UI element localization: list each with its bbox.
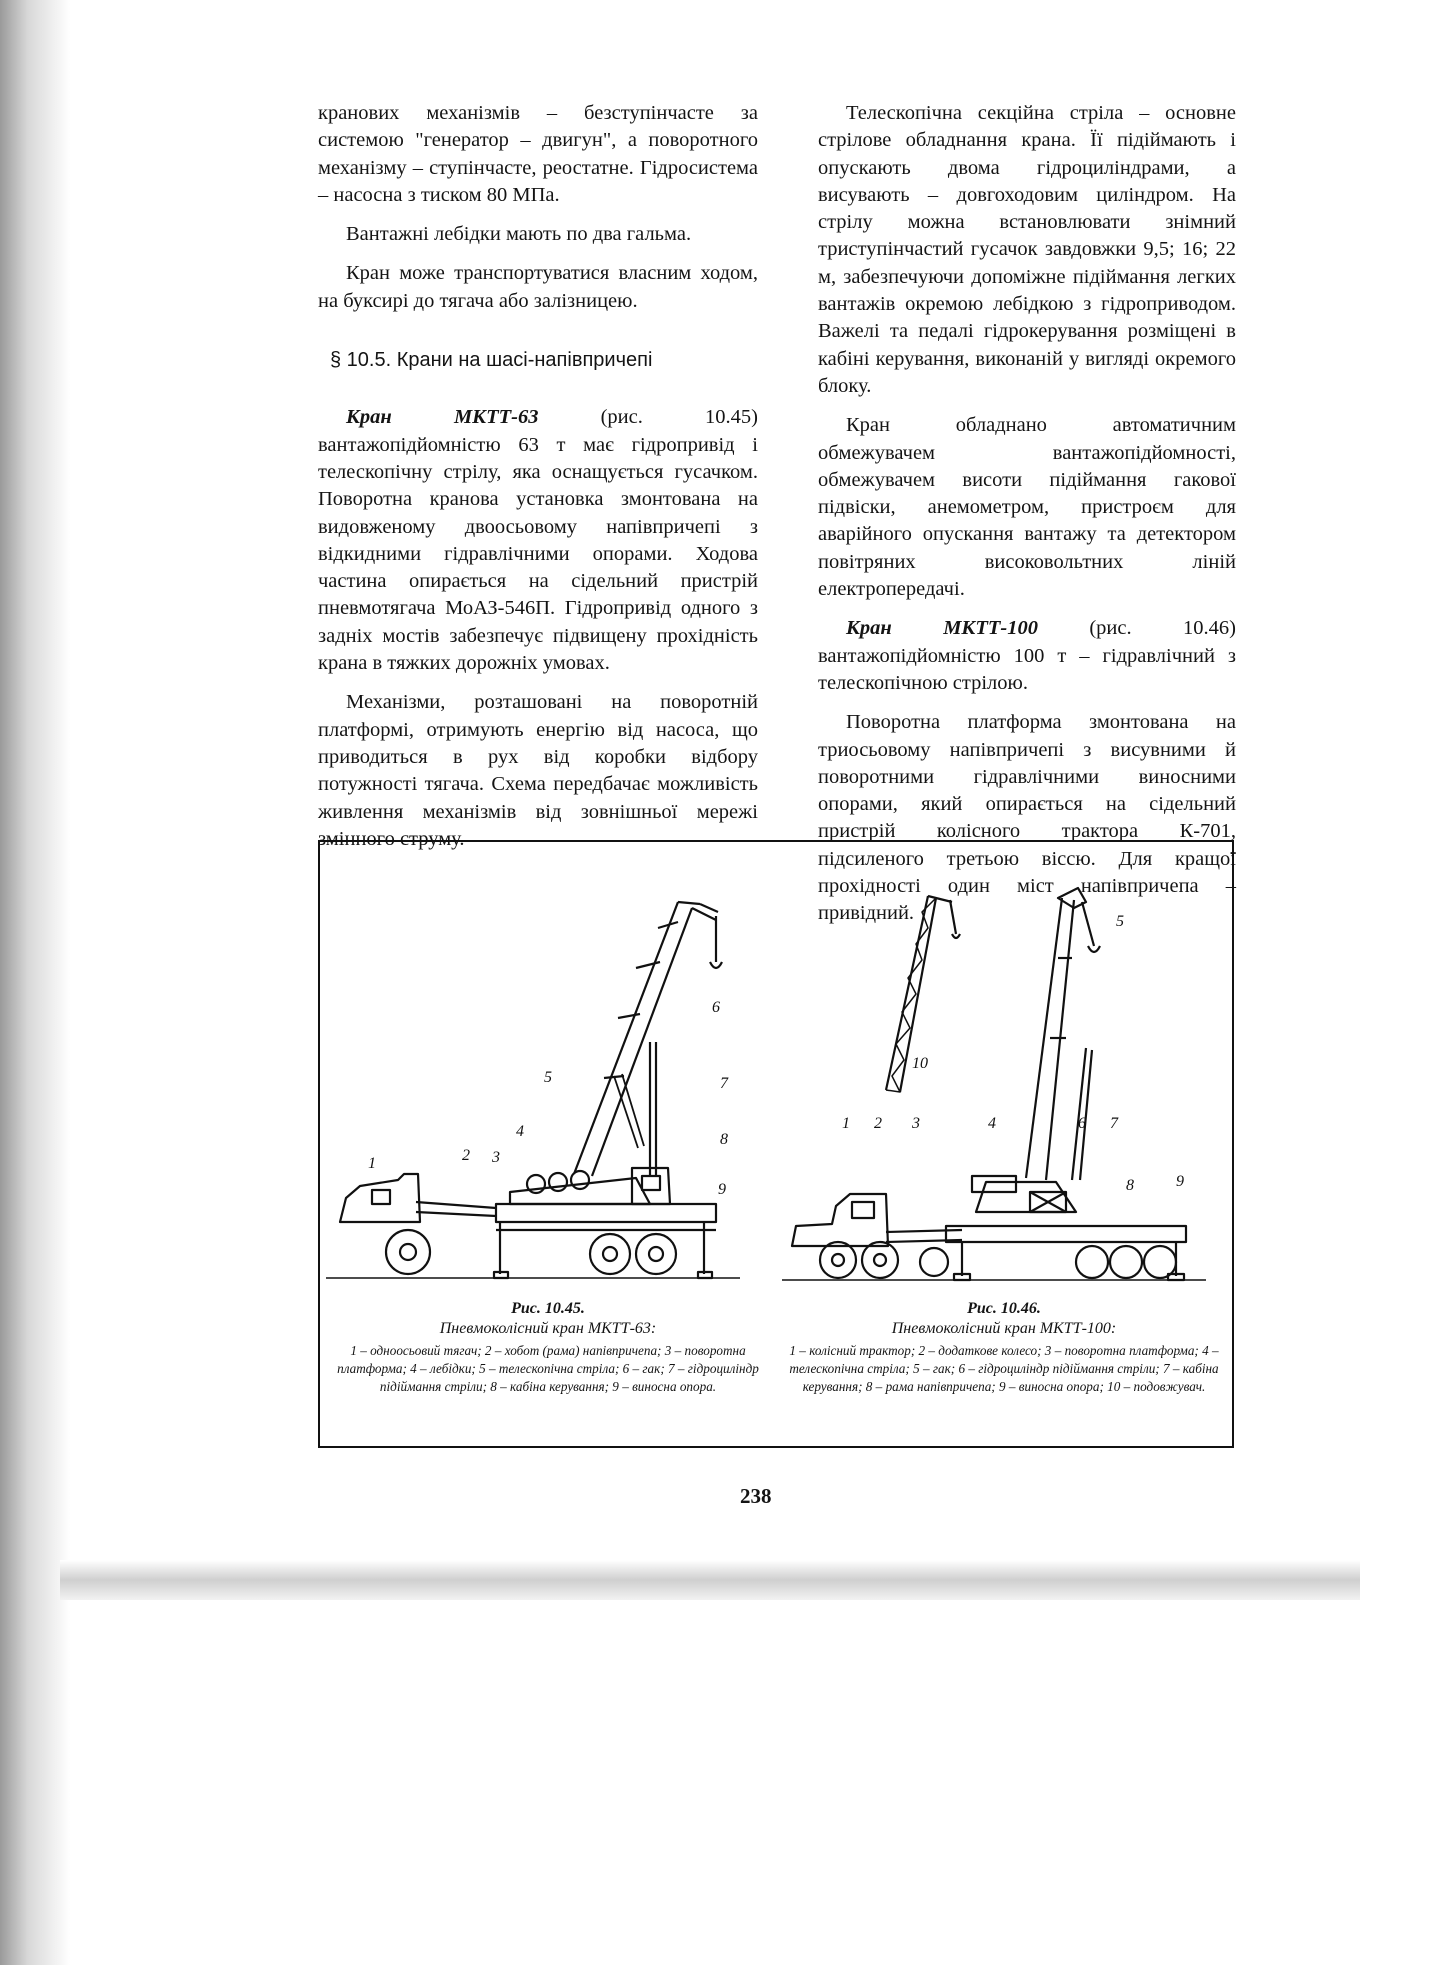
page-number: 238 — [740, 1484, 772, 1508]
callout-7: 7 — [1110, 1115, 1118, 1132]
section-heading: § 10.5. Крани на шасі-напівпричепі — [330, 349, 653, 372]
paragraph-lebidky: Вантажні лебідки мають по два гальма. — [346, 223, 692, 246]
paragraph-platforma: Поворотна платформа змонтована на триосьовому напівпричепі з висувними й поворотними гідравлічними виносними опорами, який опирається на сідельний пристрій колісного трактора К-701, підсиленого третьою віссю. Для кращої прохідності один міст напівпричепа – привідний. — [818, 711, 1236, 925]
paragraph-mktt100 — [818, 615, 1236, 697]
callout-2: 2 — [462, 1147, 470, 1164]
callout-5: 5 — [544, 1069, 552, 1086]
callout-8: 8 — [1126, 1177, 1134, 1194]
paragraph-strila: Телескопічна секційна стріла – основне стрілове обладнання крана. Її підіймають і опускають двома гідроциліндрами, а висувають – довгоходовим циліндром. На стрілу можна встановлювати знімний триступінчастий гусачок завдовжки 9,5; 16; 22 м, забезпечуючи допоміжне підіймання легких вантажів окремою лебідкою з гідроприводом. Важелі та педалі гідрокерування розміщені в кабіні керування, виконаній у вигляді окремого блоку. — [818, 102, 1236, 397]
scan-edge-shadow — [0, 0, 70, 1965]
figure-10-46-title: Пневмоколісний кран МКТТ-100: — [891, 1320, 1117, 1337]
crane-mktt100-drawing — [776, 842, 1232, 1302]
callout-9: 9 — [718, 1181, 726, 1198]
callout-1: 1 — [842, 1115, 850, 1132]
term-mktt63: Кран МКТТ-63 — [346, 406, 539, 429]
term-mktt100: Кран МКТТ-100 — [846, 617, 1038, 640]
paragraph-mktt63-text: (рис. 10.45) вантажопідйомністю 63 т має гідропривід і телескопічну стрілу, яка оснащується гусачком. Поворотна кранова установка змонтована на видовженому двоосьовому напівпричепі з відкидними гідравлічними опорами. Ходова частина опирається на сідельний пристрій пневмотягача МоАЗ-546П. Гідропривід одного з задніх мостів забезпечує підвищену прохідність крана в тяжких дорожніх умовах. — [318, 406, 758, 675]
callout-4: 4 — [516, 1123, 524, 1140]
figure-10-46-legend: 1 – колісний трактор; 2 – додаткове колесо; 3 – поворотна платформа; 4 – телескопічна стріла; 5 – гак; 6 – гідроциліндр підіймання стріли; 7 – кабіна керування; 8 – рама напівпричепа; 9 – виносна опора; 10 – подовжувач. — [789, 1343, 1219, 1394]
paragraph-transport: Кран може транспортуватися власним ходом, на буксирі до тягача або залізницею. — [318, 262, 758, 312]
page-bottom-edge — [60, 1560, 1360, 1600]
callout-6: 6 — [1078, 1115, 1086, 1132]
figure-10-45-number: Рис. 10.45. — [511, 1300, 585, 1317]
paragraph-kranovi-mekhanizmy: кранових механізмів – безступінчасте за системою "генератор – двигун", а поворотного механізму – ступінчасте, реостатне. Гідросистема – насосна з тиском 80 МПа. — [318, 102, 758, 206]
callout-10: 10 — [912, 1055, 928, 1072]
figure-10-46-number: Рис. 10.46. — [967, 1300, 1041, 1317]
callout-6: 6 — [712, 999, 720, 1016]
callout-9: 9 — [1176, 1173, 1184, 1190]
callout-2: 2 — [874, 1115, 882, 1132]
figure-10-45-legend: 1 – одноосьовий тягач; 2 – хобот (рама) напівпричепа; 3 – поворотна платформа; 4 – лебідки; 5 – телескопічна стріла; 6 – гак; 7 – гідроциліндр підіймання стріли; 8 – кабіна керування; 9 – виносна опора. — [337, 1343, 759, 1394]
paragraph-obmezhuvach: Кран обладнано автоматичним обмежувачем вантажопідйомності, обмежувачем висоти підіймання гакової підвіски, анемометром, пристроєм для аварійного опускання вантажу та детектором повітряних високовольтних ліній електропередачі. — [818, 414, 1236, 601]
callout-7: 7 — [720, 1075, 728, 1092]
right-text-column — [818, 100, 1236, 940]
figure-frame — [318, 840, 1234, 1448]
callout-8: 8 — [720, 1131, 728, 1148]
callout-1: 1 — [368, 1155, 376, 1172]
paragraph-mktt63 — [318, 404, 758, 677]
figure-10-45 — [320, 842, 776, 1442]
callout-3: 3 — [912, 1115, 920, 1132]
callout-5: 5 — [1116, 913, 1124, 930]
left-text-column — [318, 100, 758, 865]
paragraph-mktt100-text: (рис. 10.46) вантажопідйомністю 100 т – гідравлічний з телескопічною стрілою. — [818, 617, 1236, 694]
paragraph-mekhanizmy: Механізми, розташовані на поворотній платформі, отримують енергію від насоса, що приводиться в рух від коробки відбору потужності тягача. Схема передбачає можливість живлення механізмів від зовнішньої мережі змінного струму. — [318, 691, 758, 850]
callout-3: 3 — [492, 1149, 500, 1166]
crane-mktt63-drawing — [320, 842, 776, 1302]
figure-10-45-title: Пневмоколісний кран МКТТ-63: — [439, 1320, 657, 1337]
figure-10-46 — [776, 842, 1232, 1442]
callout-4: 4 — [988, 1115, 996, 1132]
